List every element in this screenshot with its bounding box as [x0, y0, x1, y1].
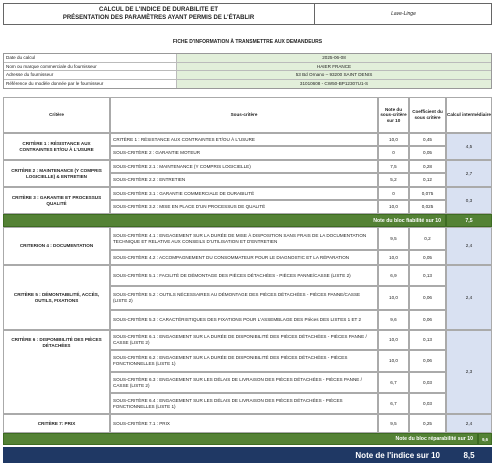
sub-criterion-label: SOUS-CRITÈRE 5.3 : CARACTÉRISTIQUES DES FIXATIONS POUR L'ASSEMBLAGE DES PIèces DES LISTES 1 ET 2: [110, 310, 378, 330]
criterion-name: CRITÈRE 7: PRIX: [3, 414, 110, 433]
sub-criterion-label: SOUS-CRITÈRE 2.1 : MAINTENANCE (Y COMPRIS LOGICIELLE): [110, 160, 378, 173]
column-header-note: Note du sous-critère sur 10: [378, 97, 409, 133]
sub-criterion-label: SOUS-CRITÈRE 2 : GARANTIE MOTEUR: [110, 146, 378, 160]
sub-criterion-note: 10,0: [378, 350, 409, 372]
sub-criterion-label: SOUS-CRITÈRE 6.2 : ENGAGEMENT SUR LA DURÉE DE DISPONIBILITÉ DES PIÈCES DÉTACHÉES - PIÈCES FONCTIONNELLES (LISTE 1): [110, 350, 378, 372]
bloc-fiabilite-value: 7,5: [446, 214, 492, 227]
info-row: [4, 63, 491, 72]
indice-label: Note de l'indice sur 10: [3, 447, 446, 463]
criterion-calc: 2,7: [446, 160, 492, 187]
criterion-name: CRITÈRE 5 : DÉMONTABILITÉ, ACCÈS, OUTILS, FIXATIONS: [3, 265, 110, 330]
sub-criterion-coef: 0,075: [409, 187, 446, 200]
bloc-reparabilite-label: Note du bloc réparabilité sur 10: [3, 433, 478, 445]
criterion-name: CRITÈRE 2 : MAINTENANCE (Y COMPRIS LOGICIELLE) & ENTRETIEN: [3, 160, 110, 187]
sub-criterion-note: 0: [378, 187, 409, 200]
sub-criterion-label: SOUS-CRITÈRE 2.2 : ENTRETIEN: [110, 173, 378, 187]
indice-value: 8,5: [446, 447, 492, 463]
sub-criterion-label: SOUS-CRITÈRE 3.2 : MISE EN PLACE D'UN PROCESSUS DE QUALITÉ: [110, 200, 378, 214]
column-header-coef: Coefficient du sous critère: [409, 97, 446, 133]
sub-criterion-label: SOUS-CRITÈRE 5.1 : FACILITÉ DE DÉMONTAGE DES PIÈCES DÉTACHÉES - PIÈCES PANNE/CASSE (LISTE 2): [110, 265, 378, 286]
sub-criterion-coef: 0,2: [409, 227, 446, 250]
info-label: Adresse du fournisseur: [4, 71, 177, 79]
sub-criterion-label: CRITÈRE 1 : RÉSISTANCE AUX CONTRAINTES ET/OU À L'USURE: [110, 133, 378, 146]
sub-criterion-label: SOUS-CRITÈRE 6.1 : ENGAGEMENT SUR LA DURÉE DE DISPONIBILITÉ DES PIÈCES DÉTACHÉES - PIÈCES PANNE / CASSE (LISTE 2): [110, 330, 378, 350]
bloc-reparabilite-value: 9,6: [478, 433, 492, 445]
sub-criterion-label: SOUS-CRITÈRE 4.1 : ENGAGEMENT SUR LA DURÉE DE MISE À DISPOSITION SANS FRAIS DE LA DOCUMENTATION TECHNIQUE ET RELATIVE AUX CONSEILS D'UTILISATION ET D'ENTRETIEN: [110, 227, 378, 250]
info-value: 31010608 - CW50-BP12307U1-S: [177, 80, 491, 88]
criterion-name: CRITÈRE 1 : RÉSISTANCE AUX CONTRAINTES ET/OU À L'USURE: [3, 133, 110, 160]
info-row: [4, 71, 491, 80]
sub-criterion-label: SOUS-CRITÈRE 6.4 : ENGAGEMENT SUR LES DÉLAIS DE LIVRAISON DES PIÈCES DÉTACHÉES - PIÈCES FONCTIONNELLES (LISTE 1): [110, 393, 378, 414]
sub-criterion-coef: 0,06: [409, 350, 446, 372]
info-table: [3, 53, 492, 89]
column-header-critere: Critère: [3, 97, 110, 133]
criterion-name: CRITÈRE 6 : DISPONIBILITÉ DES PIÈCES DÉTACHÉES: [3, 330, 110, 414]
sub-criterion-label: SOUS-CRITÈRE 5.2 : OUTILS NÉCESSAIRES AU DÉMONTAGE DES PIÈCES DÉTACHÉES - PIÈCES PANNE/CASSE (LISTE 2): [110, 286, 378, 310]
sub-criterion-note: 9,6: [378, 310, 409, 330]
sub-criterion-coef: 0,13: [409, 330, 446, 350]
criterion-calc: 2,4: [446, 265, 492, 330]
sub-criterion-coef: 0,05: [409, 146, 446, 160]
subtitle: FICHE D'INFORMATION À TRANSMETTRE AUX DEMANDEURS: [172, 39, 323, 45]
criterion-calc: 0,3: [446, 187, 492, 214]
sub-criterion-note: 6,9: [378, 265, 409, 286]
sub-criterion-coef: 0,03: [409, 393, 446, 414]
document-title: [3, 3, 315, 25]
sub-criterion-label: SOUS-CRITÈRE 4.2 : ACCOMPAGNEMENT DU CONSOMMATEUR POUR LE DIAGNOSTIC ET LA RÉPARATION: [110, 250, 378, 265]
sub-criterion-note: 0: [378, 146, 409, 160]
sub-criterion-label: SOUS-CRITÈRE 6.3 : ENGAGEMENT SUR LES DÉLAIS DE LIVRAISON DES PIÈCES DÉTACHÉES - PIÈCES PANNE / CASSE (LISTE 2): [110, 372, 378, 393]
sub-criterion-note: 6,7: [378, 393, 409, 414]
sub-criterion-coef: 0,13: [409, 265, 446, 286]
sub-criterion-label: SOUS-CRITÈRE 7.1 : PRIX: [110, 414, 378, 433]
sub-criterion-coef: 0,03: [409, 372, 446, 393]
info-label: Date du calcul: [4, 54, 177, 62]
criterion-calc: 2,4: [446, 227, 492, 265]
sub-criterion-coef: 0,28: [409, 160, 446, 173]
sub-criterion-label: SOUS-CRITÈRE 3.1 : GARANTIE COMMERCIALE DE DURABILITÉ: [110, 187, 378, 200]
column-header-calcul: Calcul intermédiaire: [446, 97, 492, 133]
sub-criterion-coef: 0,06: [409, 286, 446, 310]
info-value: HAIER FRANCE: [177, 63, 491, 71]
criterion-name: CRITERION 4 : DOCUMENTATION: [3, 227, 110, 265]
sub-criterion-note: 10,0: [378, 330, 409, 350]
info-label: Référence du modèle donnée par le fournisseur: [4, 80, 177, 88]
sub-criterion-coef: 0,05: [409, 250, 446, 265]
product-name: Lave-Linge: [391, 11, 416, 17]
criterion-calc: 2,4: [446, 414, 492, 433]
sub-criterion-note: 10,0: [378, 133, 409, 146]
sub-criterion-coef: 0,12: [409, 173, 446, 187]
sub-criterion-note: 10,0: [378, 250, 409, 265]
sub-criterion-note: 10,0: [378, 200, 409, 214]
sub-criterion-note: 10,0: [378, 286, 409, 310]
info-row: [4, 80, 491, 88]
info-value: 53 Bd Ornano – 93200 SAINT DENIS: [177, 71, 491, 79]
info-value: 2025-06-08: [177, 54, 491, 62]
bloc-fiabilite-label: Note du bloc fiabilité sur 10: [3, 214, 446, 227]
title-line-1: CALCUL DE L'INDICE DE DURABILITE ET: [99, 7, 218, 13]
sub-criterion-note: 6,7: [378, 372, 409, 393]
criterion-calc: 4,5: [446, 133, 492, 160]
criterion-calc: 2,3: [446, 330, 492, 414]
info-label: Nom ou marque commerciale du fournisseur: [4, 63, 177, 71]
sub-criterion-coef: 0,025: [409, 200, 446, 214]
sub-criterion-coef: 0,25: [409, 414, 446, 433]
info-row: [4, 54, 491, 63]
criterion-name: CRITÈRE 3 : GARANTIE ET PROCESSUS QUALITÉ: [3, 187, 110, 214]
title-line-2: PRÉSENTATION DES PARAMÈTRES AYANT PERMIS DE L'ÉTABLIR: [62, 15, 255, 21]
sub-criterion-note: 7,5: [378, 160, 409, 173]
sub-criterion-note: 9,5: [378, 414, 409, 433]
column-header-sous-critere: Sous-critère: [110, 97, 378, 133]
sub-criterion-note: 5,2: [378, 173, 409, 187]
sub-criterion-coef: 0,45: [409, 133, 446, 146]
sub-criterion-coef: 0,06: [409, 310, 446, 330]
sub-criterion-note: 9,5: [378, 227, 409, 250]
